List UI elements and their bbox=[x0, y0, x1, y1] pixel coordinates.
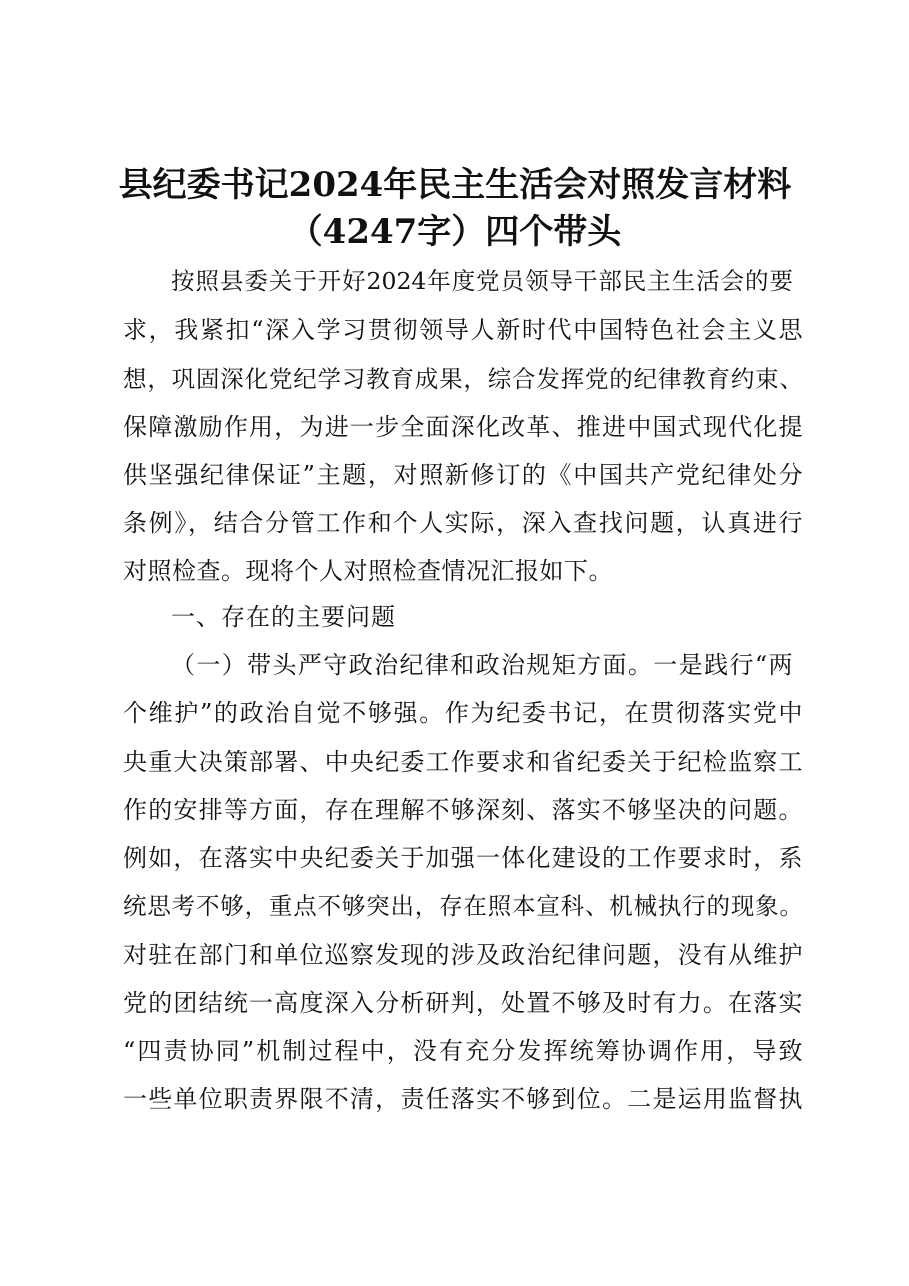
paragraph-1-line: 求，我紧扣“深入学习贯彻领导人新时代中国特色社会主义思 bbox=[123, 316, 803, 344]
paragraph-2-line: 作的安排等方面，存在理解不够深刻、落实不够坚决的问题。 bbox=[123, 796, 803, 824]
document-title-line-1: 县纪委书记2024年民主生活会对照发言材料 bbox=[118, 165, 792, 205]
paragraph-1-line: 供坚强纪律保证”主题，对照新修订的《中国共产党纪律处分 bbox=[123, 461, 803, 489]
paragraph-2-line: 一些单位职责界限不清，责任落实不够到位。二是运用监督执 bbox=[123, 1085, 803, 1113]
paragraph-1-line: 按照县委关于开好2024年度党员领导干部民主生活会的要 bbox=[171, 267, 793, 295]
paragraph-1-line: 保障激励作用，为进一步全面深化改革、推进中国式现代化提 bbox=[123, 413, 803, 441]
paragraph-2-line: 例如，在落实中央纪委关于加强一体化建设的工作要求时，系 bbox=[123, 844, 803, 872]
document-title-line-2: （4247字）四个带头 bbox=[288, 212, 622, 252]
paragraph-2-line: 个维护”的政治自觉不够强。作为纪委书记，在贯彻落实党中 bbox=[123, 699, 803, 727]
paragraph-2-line: 对驻在部门和单位巡察发现的涉及政治纪律问题，没有从维护 bbox=[123, 941, 803, 969]
paragraph-2-line: 央重大决策部署、中央纪委工作要求和省纪委关于纪检监察工 bbox=[123, 748, 803, 776]
section-heading: 一、存在的主要问题 bbox=[171, 603, 396, 631]
paragraph-1-line: 想，巩固深化党纪学习教育成果，综合发挥党的纪律教育约束、 bbox=[123, 365, 803, 393]
paragraph-1-line: 对照检查。现将个人对照检查情况汇报如下。 bbox=[123, 557, 613, 585]
paragraph-2-line: 党的团结统一高度深入分析研判，处置不够及时有力。在落实 bbox=[123, 989, 803, 1017]
paragraph-2-line: “四责协同”机制过程中，没有充分发挥统筹协调作用，导致 bbox=[123, 1037, 803, 1065]
paragraph-1-line: 条例》，结合分管工作和个人实际，深入查找问题，认真进行 bbox=[123, 509, 803, 537]
paragraph-2-line: （一）带头严守政治纪律和政治规矩方面。一是践行“两 bbox=[171, 651, 793, 679]
paragraph-2-line: 统思考不够，重点不够突出，存在照本宣科、机械执行的现象。 bbox=[123, 892, 803, 920]
